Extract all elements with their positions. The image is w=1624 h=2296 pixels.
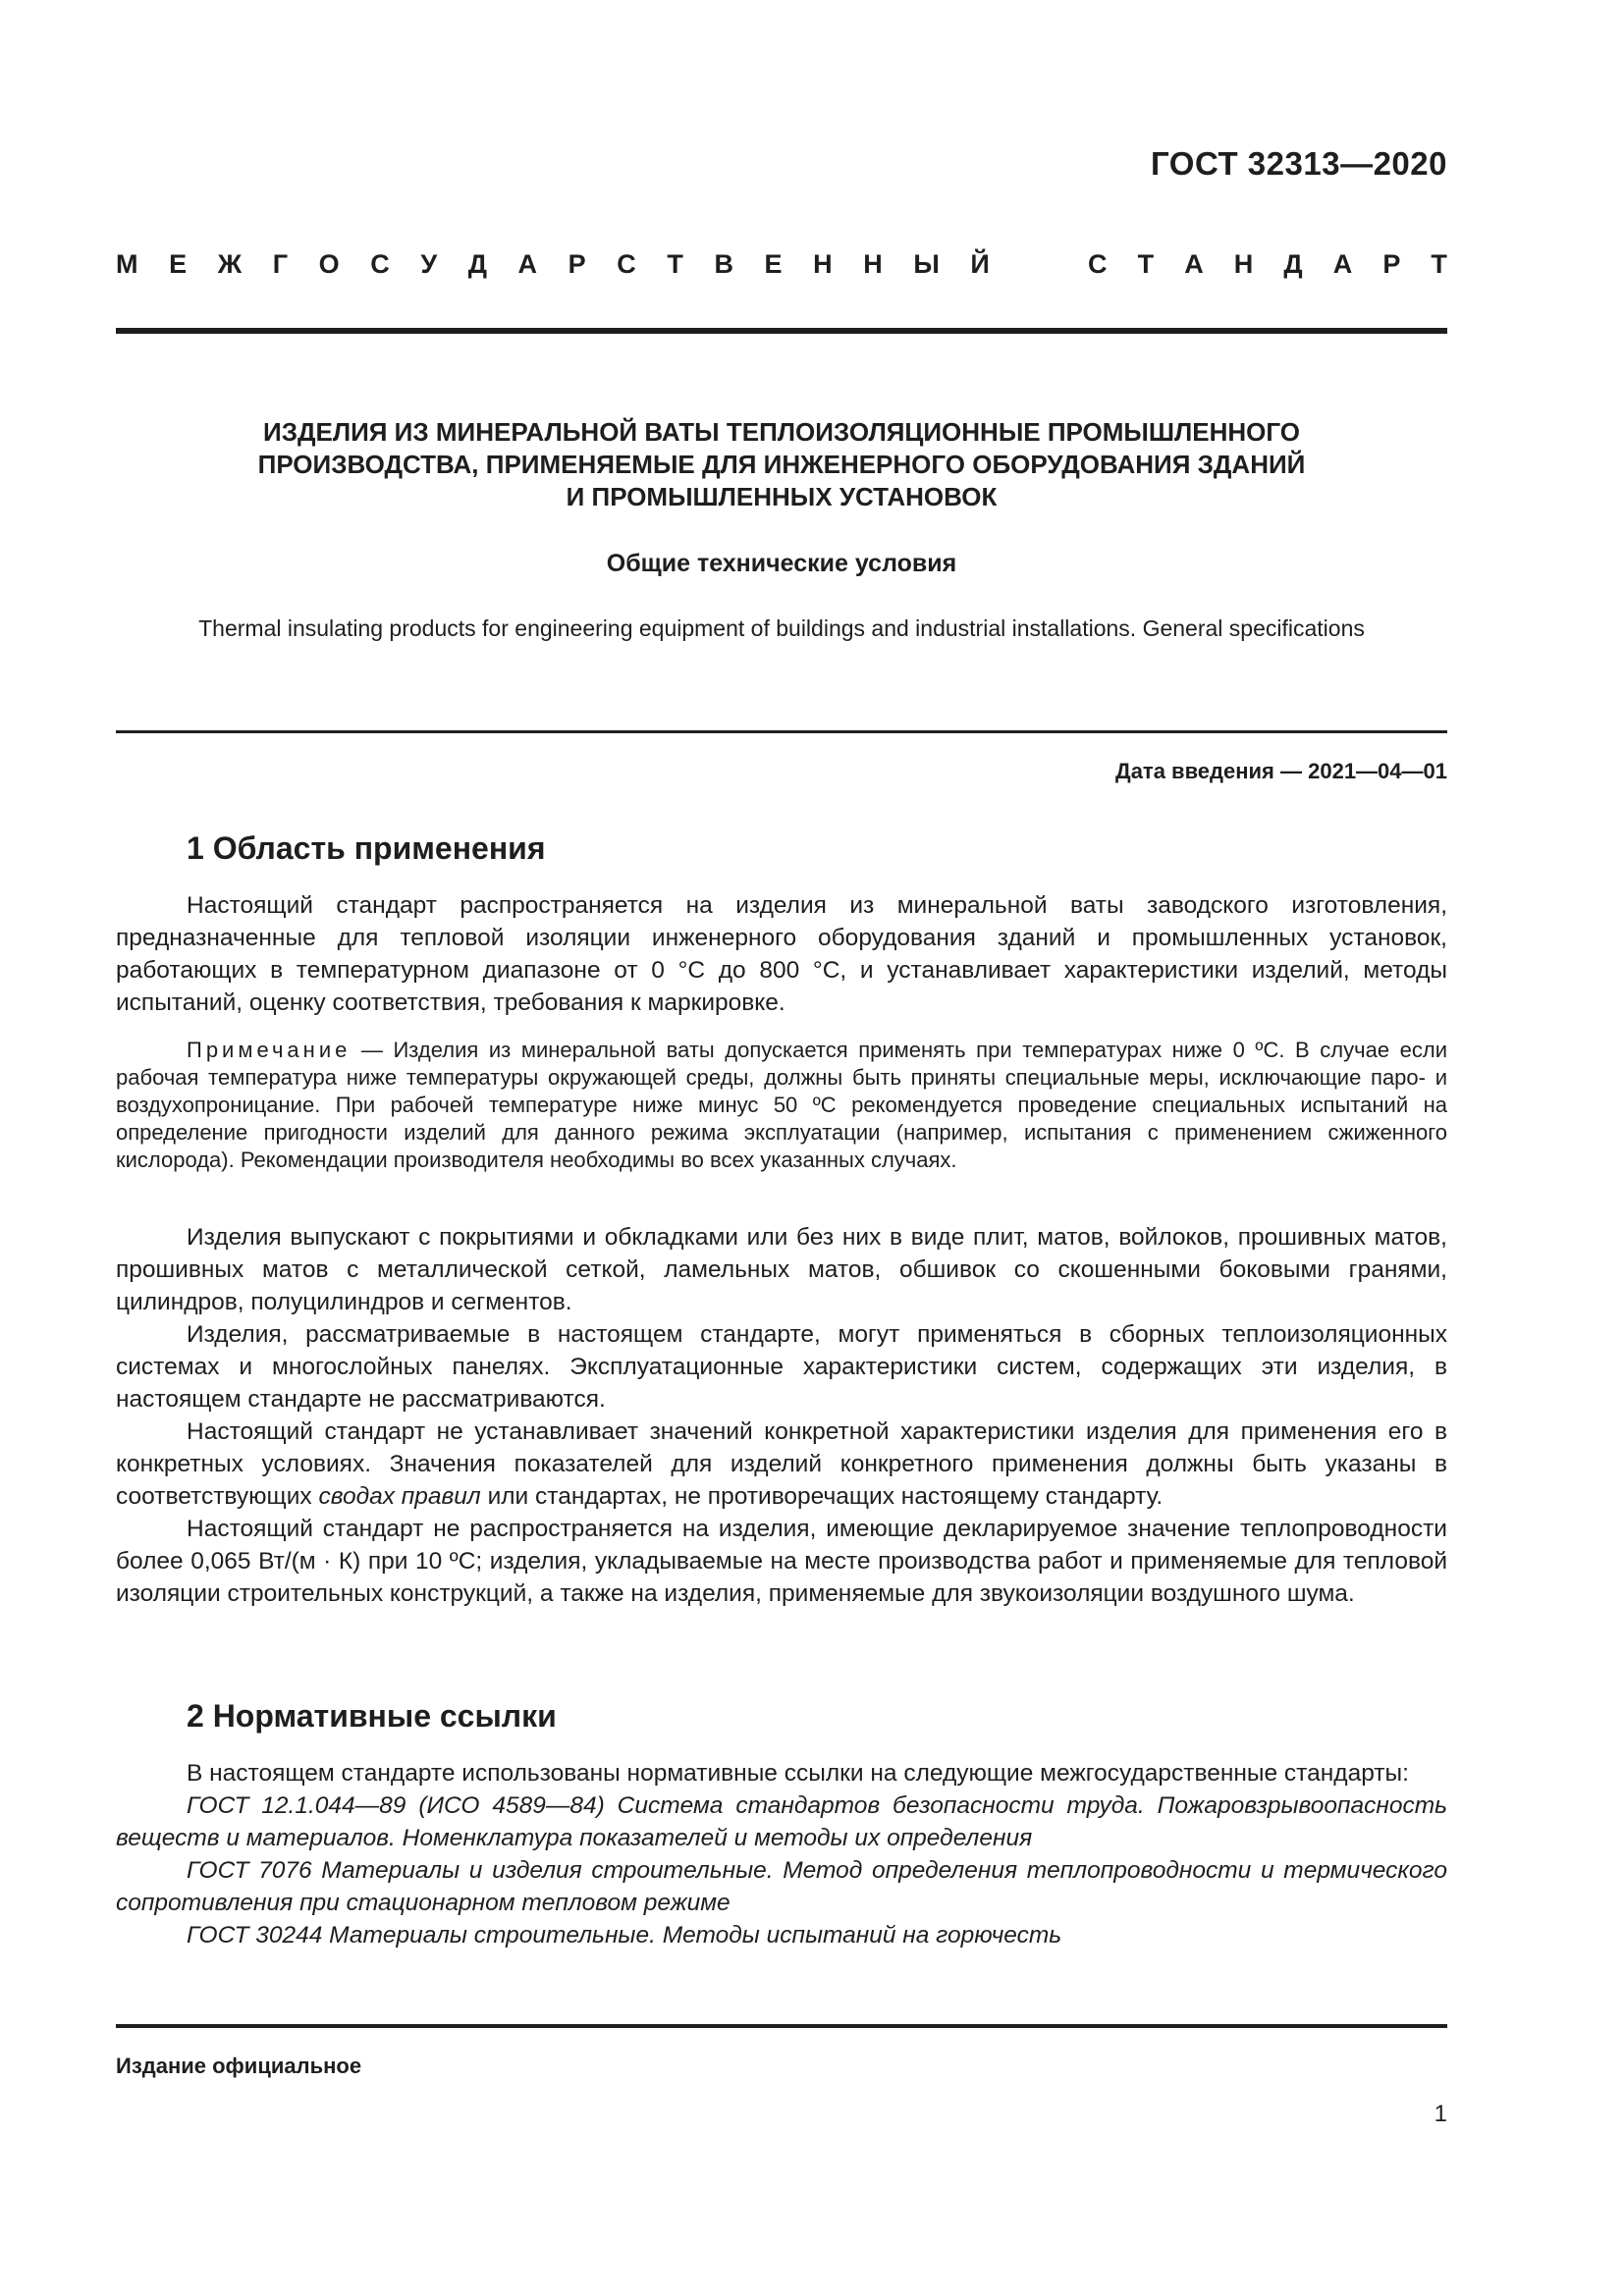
- italic-term: сводах правил: [318, 1483, 481, 1510]
- banner-letter: А: [1184, 249, 1204, 279]
- normative-reference: ГОСТ 7076 Материалы и изделия строительные. Метод определения теплопроводности и термического сопротивления при стационарном тепловом режиме: [116, 1857, 1447, 1916]
- introduction-date: Дата введения — 2021—04—01: [1115, 759, 1447, 783]
- official-edition-label: Издание официальное: [116, 2054, 362, 2078]
- banner-letter: Н: [863, 249, 883, 279]
- banner-letter: М: [116, 249, 138, 279]
- banner-letter: В: [714, 249, 733, 279]
- banner-letter: Н: [1233, 249, 1254, 279]
- banner-letter: Т: [1431, 249, 1447, 279]
- gost-number: ГОСТ 32313—2020: [1151, 145, 1447, 182]
- document-subtitle: Общие технические условия: [606, 550, 957, 577]
- paragraph: Изделия выпускают с покрытиями и обкладками или без них в виде плит, матов, войлоков, прошивных матов, прошивных матов с металлической сеткой, ламельных матов, обшивок со скошенными боковыми гранями, цилиндров, полуцилиндров и сегментов.: [116, 1224, 1447, 1315]
- normative-reference: ГОСТ 12.1.044—89 (ИСО 4589—84) Система стандартов безопасности труда. Пожаровзрывоопасность веществ и материалов. Номенклатура показателей и методы их определения: [116, 1792, 1447, 1851]
- banner-letter: О: [318, 249, 340, 279]
- title-line: ИЗДЕЛИЯ ИЗ МИНЕРАЛЬНОЙ ВАТЫ ТЕПЛОИЗОЛЯЦИОННЫЕ ПРОМЫШЛЕННОГО: [263, 417, 1300, 447]
- section-1-note: [116, 1037, 1447, 1174]
- banner-letter: Ы: [913, 249, 940, 279]
- banner-letter: Г: [272, 249, 289, 279]
- banner-word-standard: [1088, 249, 1447, 280]
- paragraph: Изделия, рассматриваемые в настоящем стандарте, могут применяться в сборных теплоизоляционных системах и многослойных панелях. Эксплуатационные характеристики систем, содержащих эти изделия, в настоящем стандарте не рассматриваются.: [116, 1321, 1447, 1413]
- standard-banner: [116, 249, 1447, 280]
- page-number: 1: [1434, 2101, 1447, 2127]
- note-paragraph: [116, 1037, 1447, 1174]
- paragraph: Настоящий стандарт распространяется на изделия из минеральной ваты заводского изготовления, предназначенные для тепловой изоляции инженерного оборудования зданий и промышленных установок, работающих в температурном диапазоне от 0 °С до 800 °С, и устанавливает характеристики изделий, методы испытаний, оценку соответствия, требования к маркировке.: [116, 892, 1447, 1016]
- banner-letter: А: [517, 249, 538, 279]
- footer-divider: [116, 2024, 1447, 2028]
- title-line: И ПРОМЫШЛЕННЫХ УСТАНОВОК: [566, 482, 998, 511]
- banner-letter: Е: [169, 249, 188, 279]
- english-title: Thermal insulating products for engineering equipment of buildings and industrial installations. General specifications: [198, 615, 1365, 641]
- paragraph-text: Настоящий стандарт не устанавливает значений конкретной характеристики изделия для применения его в конкретных условиях. Значения показателей для изделий конкретного применения должны быть указаны в соответствующих: [116, 1418, 1447, 1510]
- banner-letter: Т: [1137, 249, 1155, 279]
- banner-letter: Е: [764, 249, 783, 279]
- banner-letter: С: [617, 249, 636, 279]
- section-2-heading: 2 Нормативные ссылки: [187, 1698, 557, 1734]
- section-1-body-continued: [116, 1221, 1447, 1610]
- banner-letter: Ж: [217, 249, 243, 279]
- banner-letter: Д: [467, 249, 487, 279]
- banner-letter: С: [1088, 249, 1108, 279]
- banner-word-interstate: [116, 249, 990, 280]
- banner-letter: С: [370, 249, 390, 279]
- banner-letter: А: [1332, 249, 1353, 279]
- note-text: — Изделия из минеральной ваты допускается применять при температурах ниже 0 ºС. В случае если рабочая температура ниже температуры окружающей среды, должны быть приняты специальные меры, исключающие паро- и воздухопроницание. При рабочей температуре ниже минус 50 ºС рекомендуется проведение специальных испытаний на определение пригодности изделий для данного режима эксплуатации (например, испытания с применением сжиженного кислорода). Рекомендации производителя необходимы во всех указанных случаях.: [116, 1038, 1447, 1172]
- banner-letter: Н: [813, 249, 833, 279]
- document-title: [116, 416, 1447, 513]
- banner-letter: Р: [1382, 249, 1401, 279]
- title-line: ПРОИЗВОДСТВА, ПРИМЕНЯЕМЫЕ ДЛЯ ИНЖЕНЕРНОГО ОБОРУДОВАНИЯ ЗДАНИЙ: [257, 450, 1306, 479]
- note-label: Примечание: [187, 1038, 352, 1062]
- paragraph-text: или стандартах, не противоречащих настоящему стандарту.: [480, 1483, 1164, 1510]
- banner-letter: У: [420, 249, 438, 279]
- normative-reference: ГОСТ 30244 Материалы строительные. Методы испытаний на горючесть: [187, 1922, 1062, 1949]
- title-divider: [116, 730, 1447, 733]
- section-1-body: [116, 889, 1447, 1019]
- section-1-heading: 1 Область применения: [187, 830, 546, 866]
- banner-letter: Д: [1283, 249, 1303, 279]
- banner-letter: Й: [970, 249, 990, 279]
- header-divider: [116, 328, 1447, 334]
- paragraph: В настоящем стандарте использованы нормативные ссылки на следующие межгосударственные стандарты:: [187, 1760, 1409, 1787]
- paragraph: [116, 1415, 1447, 1513]
- banner-letter: Р: [568, 249, 586, 279]
- section-2-body: [116, 1757, 1447, 1951]
- banner-letter: Т: [667, 249, 683, 279]
- paragraph: Настоящий стандарт не распространяется на изделия, имеющие декларируемое значение теплопроводности более 0,065 Вт/(м · К) при 10 ºС; изделия, укладываемые на месте производства работ и применяемые для тепловой изоляции строительных конструкций, а также на изделия, применяемые для звукоизоляции воздушного шума.: [116, 1516, 1447, 1607]
